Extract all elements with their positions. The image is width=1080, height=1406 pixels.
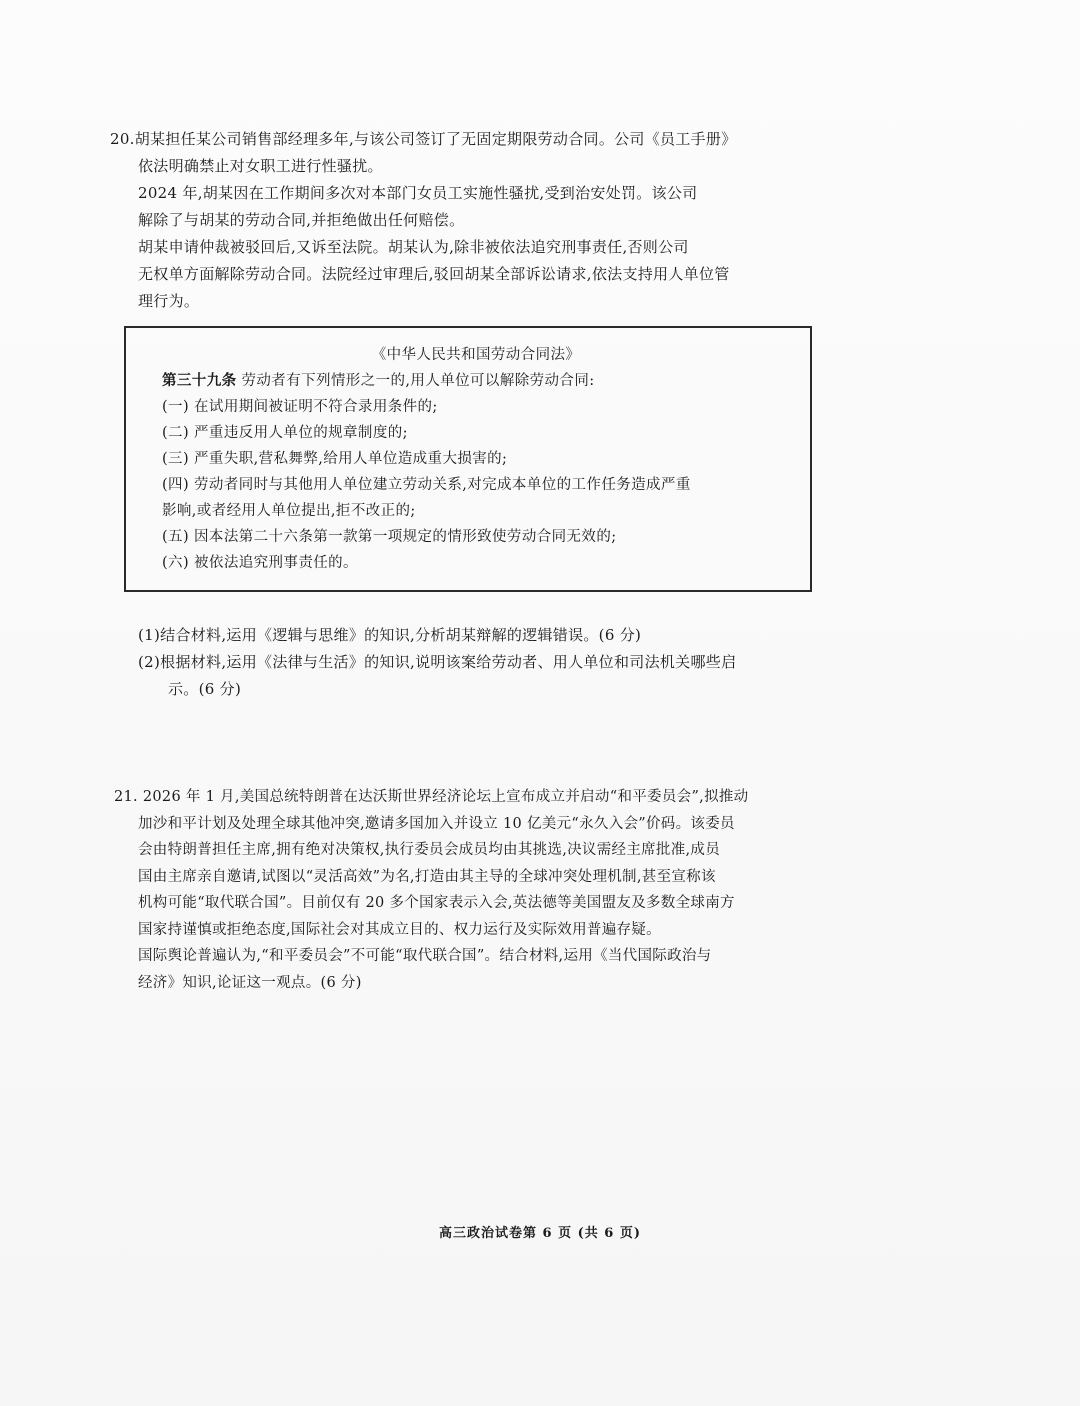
q21-line-6: 国家持谨慎或拒绝态度,国际社会对其成立目的、权力运行及实际效用普遍存疑。 <box>138 921 661 938</box>
subquestion-2-line-2: 示。(6 分) <box>168 680 242 698</box>
q20-line-1: 20.胡某担任某公司销售部经理多年,与该公司签订了无固定期限劳动合同。公司《员工手册》 <box>110 130 737 148</box>
question-20 <box>110 126 832 315</box>
law-item-4-cont: 影响,或者经用人单位提出,拒不改正的; <box>162 503 416 519</box>
law-item-3: (三) 严重失职,营私舞弊,给用人单位造成重大损害的; <box>162 451 508 467</box>
q21-line-3: 会由特朗普担任主席,拥有绝对决策权,执行委员会成员均由其挑选,决议需经主席批准,成员 <box>138 842 721 858</box>
law-item-2: (二) 严重违反用人单位的规章制度的; <box>162 425 408 441</box>
law-excerpt-box <box>124 326 812 592</box>
q20-para3-line-3: 理行为。 <box>138 292 200 310</box>
law-item-5: (五) 因本法第二十六条第一款第一项规定的情形致使劳动合同无效的; <box>162 529 617 545</box>
q21-line-1: 21. 2026 年 1 月,美国总统特朗普在达沃斯世界经济论坛上宣布成立并启动“和平委员会”,拟推动 <box>114 789 749 805</box>
law-item-1: (一) 在试用期间被证明不符合录用条件的; <box>162 399 438 415</box>
q20-para2-line-2: 解除了与胡某的劳动合同,并拒绝做出任何赔偿。 <box>138 211 465 229</box>
q20-para3-line-2: 无权单方面解除劳动合同。法院经过审理后,驳回胡某全部诉讼请求,依法支持用人单位管 <box>138 265 730 283</box>
q21-line-7: 国际舆论普遍认为,“和平委员会”不可能“取代联合国”。结合材料,运用《当代国际政治与 <box>138 948 712 964</box>
law-title: 《中华人民共和国劳动合同法》 <box>371 347 581 363</box>
q21-line-5: 机构可能“取代联合国”。目前仅有 20 多个国家表示入会,英法德等美国盟友及多数全球南方 <box>138 895 735 911</box>
law-item-4: (四) 劳动者同时与其他用人单位建立劳动关系,对完成本单位的工作任务造成严重 <box>162 477 691 493</box>
q20-para3-line-1: 胡某申请仲裁被驳回后,又诉至法院。胡某认为,除非被依法追究刑事责任,否则公司 <box>138 238 689 256</box>
question-20-subquestions <box>138 622 828 703</box>
q20-para2-line-1: 2024 年,胡某因在工作期间多次对本部门女员工实施性骚扰,受到治安处罚。该公司 <box>138 184 698 202</box>
law-article-intro <box>162 368 790 394</box>
subquestion-2-line-1: (2)根据材料,运用《法律与生活》的知识,说明该案给劳动者、用人单位和司法机关哪些启 <box>138 653 737 671</box>
q21-line-4: 国由主席亲自邀请,试图以“灵活高效”为名,打造由其主导的全球冲突处理机制,甚至宣称该 <box>138 868 716 885</box>
article-number: 第三十九条 <box>162 372 237 389</box>
law-item-6: (六) 被依法追究刑事责任的。 <box>162 555 358 571</box>
article-intro-text: 劳动者有下列情形之一的,用人单位可以解除劳动合同: <box>236 373 595 389</box>
q20-line-2: 依法明确禁止对女职工进行性骚扰。 <box>138 157 383 175</box>
page-footer: 高三政治试卷第 6 页 (共 6 页) <box>438 1226 642 1241</box>
q21-line-2: 加沙和平计划及处理全球其他冲突,邀请多国加入并设立 10 亿美元“永久入会”价码。该委员 <box>138 815 735 832</box>
question-21 <box>114 784 834 996</box>
q21-line-8: 经济》知识,论证这一观点。(6 分) <box>138 974 362 991</box>
subquestion-1: (1)结合材料,运用《逻辑与思维》的知识,分析胡某辩解的逻辑错误。(6 分) <box>138 626 642 644</box>
